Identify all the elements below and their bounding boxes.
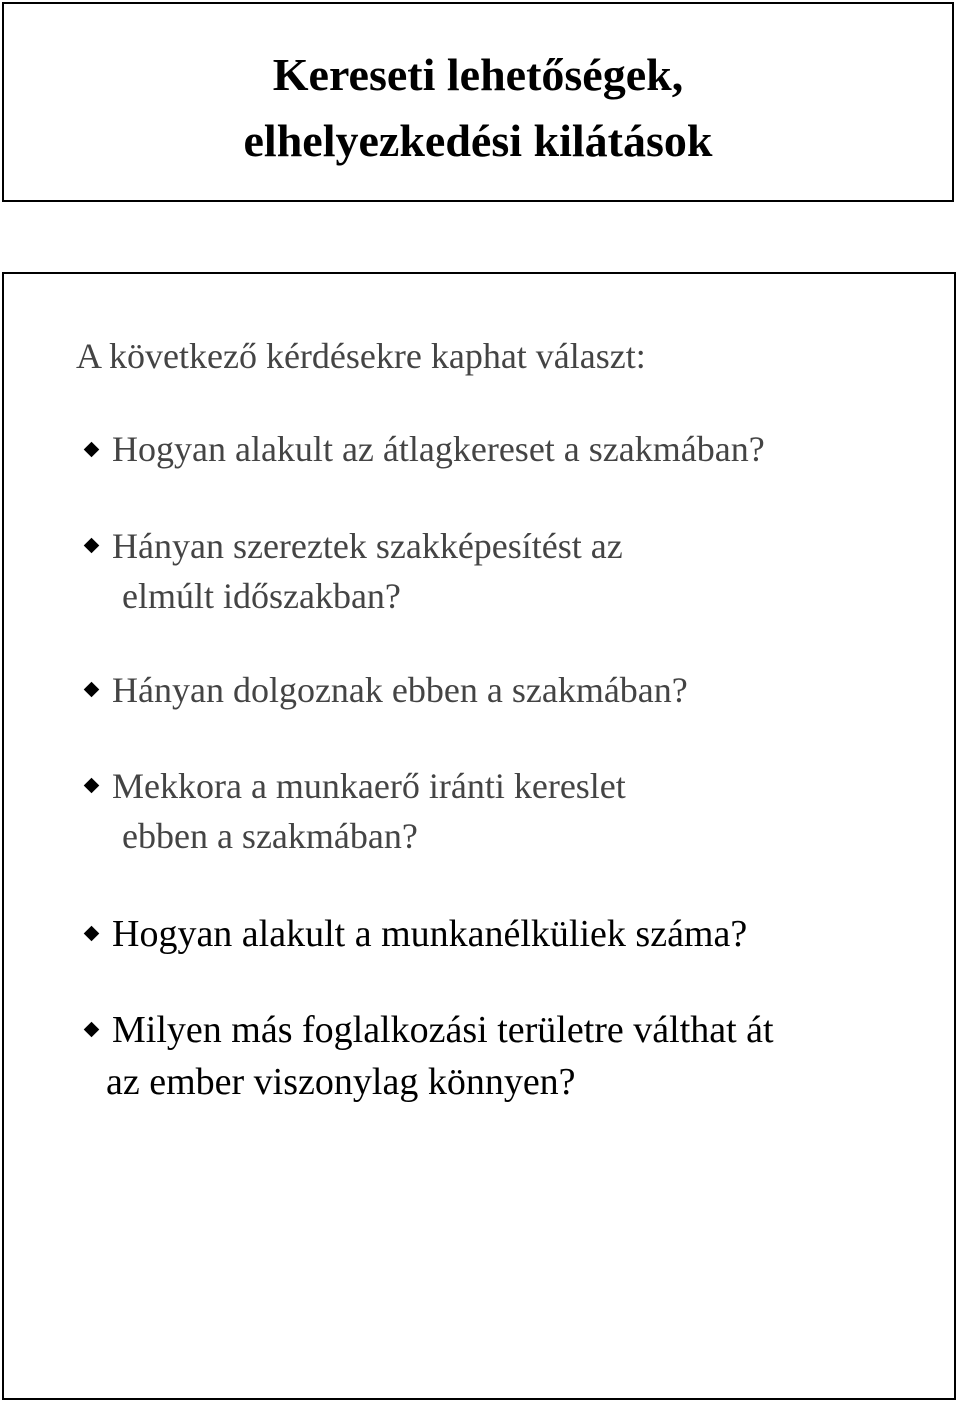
- diamond-bullet-icon: [84, 1022, 100, 1038]
- list-item-6-cont: az ember viszonylag könnyen?: [106, 1061, 576, 1103]
- diamond-bullet-icon: [84, 778, 100, 794]
- list-item-2-cont: elmúlt időszakban?: [122, 576, 401, 616]
- page-title-line-1: Kereseti lehetőségek,: [272, 49, 684, 100]
- list-item-5: Hogyan alakult a munkanélküliek száma?: [112, 913, 748, 955]
- list-item-2: Hányan szereztek szakképesítést az: [112, 526, 623, 566]
- diamond-bullet-icon: [84, 926, 100, 942]
- diamond-bullet-icon: [84, 442, 100, 458]
- list-item-4: Mekkora a munkaerő iránti kereslet: [112, 766, 626, 806]
- list-item-6: Milyen más foglalkozási területre válthat át: [112, 1009, 774, 1051]
- diamond-bullet-icon: [84, 538, 100, 554]
- title-box: [2, 2, 954, 202]
- list-item-3: Hányan dolgoznak ebben a szakmában?: [112, 670, 688, 710]
- content-box: [2, 272, 956, 1400]
- list-item-1: Hogyan alakult az átlagkereset a szakmában?: [112, 429, 765, 469]
- page-title-line-2: elhelyezkedési kilátások: [243, 115, 713, 166]
- list-item-4-cont: ebben a szakmában?: [122, 816, 418, 856]
- intro-text: A következő kérdésekre kaphat választ:: [76, 336, 646, 376]
- diamond-bullet-icon: [84, 682, 100, 698]
